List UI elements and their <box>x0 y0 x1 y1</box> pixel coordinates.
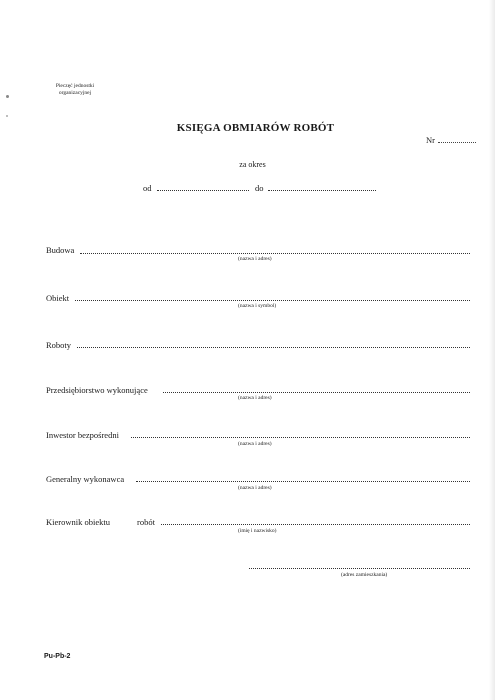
document-number <box>426 135 476 145</box>
field-hint-obiekt: (nazwa i symbol) <box>238 303 277 309</box>
field-hint-site-manager: (imię i nazwisko) <box>238 528 277 534</box>
field-line-contractor[interactable] <box>163 392 470 393</box>
field-label-site-manager: Kierownik obiektu <box>46 517 110 527</box>
field-hint-budowa: (nazwa i adres) <box>238 256 272 262</box>
field-label-obiekt: Obiekt <box>46 293 70 303</box>
field-label-contractor: Przedsiębiorstwo wykonujące <box>46 385 148 395</box>
field-line-site-manager[interactable] <box>161 524 470 525</box>
field-line-roboty[interactable] <box>77 347 470 348</box>
punch-hole-mark <box>6 95 9 98</box>
stamp-label-line2: organizacyjnej <box>58 90 92 96</box>
punch-hole-mark <box>6 115 8 117</box>
field-line-budowa[interactable] <box>80 253 470 254</box>
field-label-roboty: Roboty <box>46 340 72 350</box>
stamp-label-line1: Pieczęć jednostki <box>55 83 95 89</box>
period-to-label: do <box>255 183 264 193</box>
field-hint-general-contractor: (nazwa i adres) <box>238 485 272 491</box>
period-to-field[interactable] <box>268 190 376 191</box>
field-line-address[interactable] <box>249 568 470 569</box>
period-from-field[interactable] <box>157 190 249 191</box>
field-hint-address: (adres zamieszkania) <box>341 572 388 578</box>
period-heading: za okres <box>239 160 266 169</box>
document-title: KSIĘGA OBMIARÓW ROBÓT <box>176 122 335 134</box>
field-label-investor: Inwestor bezpośredni <box>46 430 119 440</box>
field-hint-investor: (nazwa i adres) <box>238 441 272 447</box>
number-field[interactable] <box>438 135 476 143</box>
field-line-general-contractor[interactable] <box>136 481 470 482</box>
field-label-general-contractor: Generalny wykonawca <box>46 474 125 484</box>
form-code: Pu-Pb-2 <box>44 653 71 660</box>
number-label: Nr <box>426 135 435 145</box>
field-label-budowa: Budowa <box>46 245 75 255</box>
field-hint-contractor: (nazwa i adres) <box>238 395 272 401</box>
field-label-site-manager-works: robót <box>137 517 155 527</box>
field-line-investor[interactable] <box>131 437 470 438</box>
field-line-obiekt[interactable] <box>75 300 470 301</box>
period-from-label: od <box>143 183 152 193</box>
organization-stamp-area <box>40 83 110 97</box>
page-edge-shadow <box>489 0 495 700</box>
